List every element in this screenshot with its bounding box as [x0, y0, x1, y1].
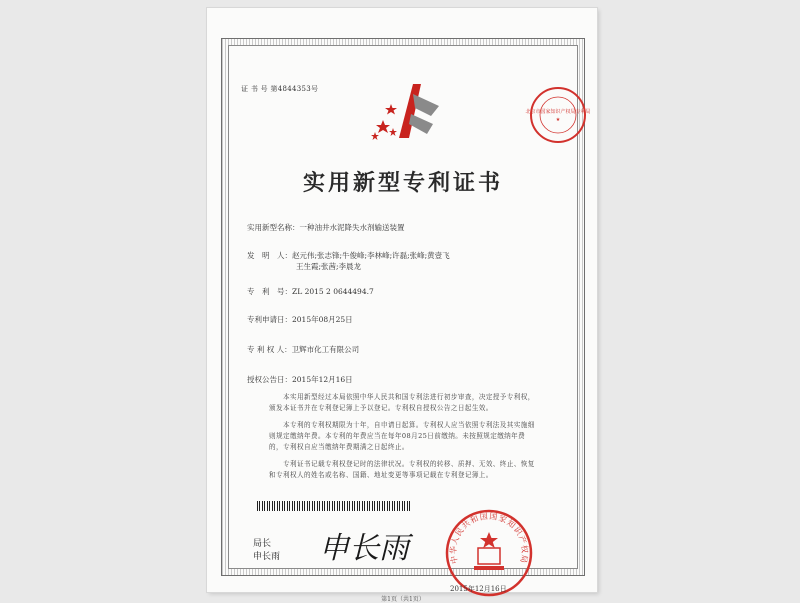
filing-date-row: [247, 314, 353, 325]
utility-model-name-row: [247, 222, 405, 233]
patentee-value: 卫辉市化工有限公司: [291, 345, 360, 354]
utility-model-name-value: 一种油井水泥降失水剂输送装置: [299, 223, 405, 232]
patentee-row: [247, 344, 359, 355]
inventor-row-2: [296, 261, 361, 272]
red-seal-small: [525, 86, 591, 144]
seal-big-text: 中华人民共和国国家知识产权局: [448, 511, 530, 565]
inventor-row: [247, 250, 450, 261]
legal-paragraph-2: 本专利的专利权期限为十年，自申请日起算。专利权人应当依照专利法及其实施细则规定缴纳年费。本专利的年费应当在每年08月25日前缴纳。未按照规定缴纳年费的，专利权自应当缴纳年费期满之日起终止。: [269, 421, 535, 451]
inventor-label: 发 明 人：: [247, 251, 292, 260]
certificate-body: [228, 45, 591, 603]
patent-office-logo-icon: [369, 76, 447, 146]
patent-number-label: 专 利 号：: [247, 287, 292, 296]
barcode: [257, 501, 412, 511]
patentee-label: 专 利 权 人：: [247, 345, 292, 354]
svg-text:申长雨: 申长雨: [319, 531, 409, 566]
director-title: 局长: [253, 539, 272, 549]
inventor-value-line2: 王生霞;张茜;李晨龙: [296, 262, 362, 271]
patent-number-row: [247, 286, 374, 297]
utility-model-name-label: 实用新型名称：: [247, 223, 300, 232]
filing-date-label: 专利申请日：: [247, 315, 292, 324]
seal-small-text: 北京市国家知识产权局专利局: [525, 109, 591, 115]
page-footer: 第1页（共1页）: [381, 596, 425, 603]
certificate-number: 证 书 号 第4844353号: [241, 85, 319, 93]
inventor-value-line1: 赵元伟;张志锋;牛俊峰;李林峰;许磊;张峰;黄壹飞: [292, 251, 450, 260]
decorative-border: [221, 38, 591, 603]
certificate-title: 实用新型专利证书: [302, 170, 503, 196]
signature-date: 2015年12月16日: [450, 585, 507, 593]
certificate-paper: [207, 8, 597, 603]
patent-number-value: ZL 2015 2 0644494.7: [292, 287, 374, 296]
legal-paragraph-1: 本实用新型经过本局依照中华人民共和国专利法进行初步审查，决定授予专利权，颁发本证书并在专利登记簿上予以登记。专利权自授权公告之日起生效。: [269, 393, 535, 412]
legal-paragraph-3: 专利证书记载专利权登记时的法律状况。专利权的转移、质押、无效、终止、恢复和专利权人的姓名或名称、国籍、地址变更等事项记载在专利登记簿上。: [269, 460, 535, 479]
grant-date-label: 授权公告日：: [247, 375, 292, 384]
grant-date-value: 2015年12月16日: [292, 375, 353, 384]
filing-date-value: 2015年08月25日: [292, 315, 353, 324]
grant-date-row: [247, 374, 353, 385]
svg-text:★: ★: [555, 117, 561, 123]
director-name: 申长雨: [253, 552, 281, 562]
director-signature: [315, 524, 425, 569]
